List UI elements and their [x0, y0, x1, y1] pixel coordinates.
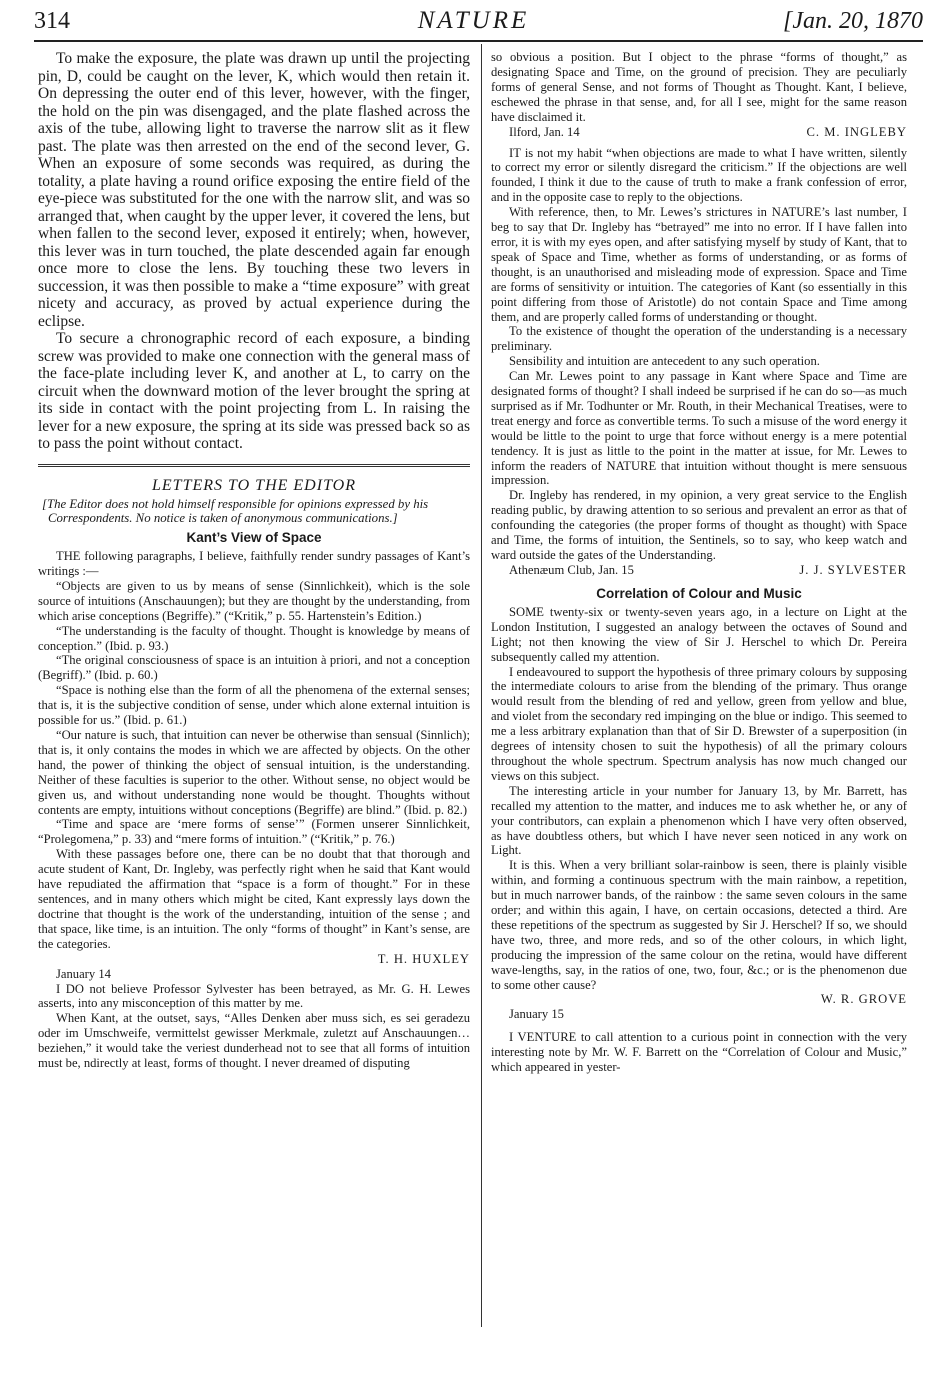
grove-paragraph: The interesting article in your number for January 13, by Mr. Barrett, has recalled my attention to the matter, and induces me to ask whether he, or any of your contributors, can explain a phenomenon which I have very often observed, as have doubtless others, but which I have never seen noticed in any work on Light. — [491, 783, 907, 858]
kant-quote: “The original consciousness of space is an intuition à priori, and not a conception (Begriff).” (Ibid. p. 60.) — [38, 653, 470, 683]
kant-quote: “Time and space are ‘mere forms of sense’” (Formen unserer Sinnlichkeit, “Prolegomena,” p. 33) and “mere forms of intuition.” (“Kritik,” p. 76.) — [38, 817, 470, 847]
letter-place: Athenæum Club, Jan. 15 — [509, 562, 634, 577]
left-column — [38, 50, 470, 1071]
ingleby-paragraph: When Kant, at the outset, says, “Alles Denken aber muss sich, es sei geradezu oder im Umschweife, vermittelst gewisser Merkmale, zuletzt auf Anschauungen…beziehen,” it would take the veriest dunderhead not to see that all forms of intuition must be, ndirectly at least, forms of thought. I never dreamed of disputing — [38, 1011, 470, 1071]
issue-date: [Jan. 20, 1870 — [783, 8, 923, 34]
ingleby-paragraph — [38, 982, 470, 1012]
paragraph-text: twenty-six or twenty-seven years ago, in a lecture on Light at the London Institution, I suggested an analogy between the octaves of Sound and Light; not then knowing the view of Sir J. Herschel to which Dr. Pereira subsequently called my attention. — [491, 604, 907, 664]
sylvester-paragraph: Sensibility and intuition are antecedent to any such operation. — [509, 354, 820, 369]
section-rule — [38, 464, 470, 467]
sylvester-paragraph: Dr. Ingleby has rendered, in my opinion, a very great service to the English reading public, by drawing attention to so serious and prevalent an error as that of confounding the categories (the proper forms of thought as thought) with Space and Time, the forms of intuition, the Sentinels, so to say, who keep watch and ward outside the gates of the Understanding. — [491, 488, 907, 562]
signature: W. R. GROVE — [820, 992, 907, 1007]
paragraph-text: is not my habit “when objections are made to what I have written, silently to correct my error or silently disregard the criticism.” If the objections are well founded, I think it due to the cause of truth to make a frank confession of error, and in the opposite case to reply to the objections. — [491, 145, 907, 205]
article-title: Kant’s View of Space — [186, 530, 322, 546]
page-number: 314 — [34, 8, 70, 34]
intro-text: following paragraphs, I believe, faithfully render sundry passages of Kant’s writings :— — [38, 549, 470, 578]
kant-quote: “Objects are given to us by means of sense (Sinnlichkeit), which is the sole source of intuitions (Anschauungen); but they are thought by the understanding, from which arise conceptions (Begriffe).” (“Kritik,” p. 55. Hartenstein’s Edition.) — [38, 578, 470, 623]
grove-paragraph: It is this. When a very brilliant solar-rainbow is seen, there is plainly visible within, and forming a continuous spectrum with the main rainbow, a repetition, but in much narrower bands, of the rainbow : the same seven colours in the same order; and within this again, I have, on certain occasions, detected a third. Are these repetitions of the spectrum as suggested by Sir J. Herschel? If so, we should have two, three, and more reds, and so of the other colours, in which light, producing the impression of the same colour on the retina, would have different wave-lengths, say, in the ratios of one, two, four, &c.; or is the phenomenon due to some other cause? — [491, 858, 907, 992]
lead-word: I VENTURE — [509, 1030, 577, 1045]
signature: J. J. SYLVESTER — [799, 562, 907, 577]
journal-title: NATURE — [417, 7, 530, 34]
article-title: Correlation of Colour and Music — [596, 585, 802, 601]
section-title: LETTERS TO THE EDITOR — [152, 476, 356, 494]
signature-line — [491, 563, 907, 578]
paragraph-text: not believe Professor Sylvester has been betrayed, as Mr. G. H. Lewes asserts, into any misconception of this matter by me. — [38, 981, 470, 1011]
editor-note: [The Editor does not hold himself responsible for opinions expressed by his Correspondents. No notice is taken of anonymous communications.] — [42, 496, 429, 526]
header-rule — [34, 40, 923, 42]
huxley-letter — [38, 549, 470, 1071]
lead-word: I DO — [56, 981, 84, 996]
grove-paragraph — [491, 605, 907, 665]
eclipse-article-end — [38, 50, 470, 453]
signature-line — [38, 952, 470, 967]
letter-date: January 15 — [509, 1007, 564, 1022]
letter-place: Ilford, Jan. 14 — [509, 124, 580, 139]
signature: T. H. HUXLEY — [377, 951, 470, 966]
lead-word: THE — [56, 549, 81, 564]
grove-paragraph: I endeavoured to support the hypothesis of three primary colours by supposing the intermediate colours to arise from the blending of the primary. Thus orange would result from the blending of red and yellow, green from yellow and blue, and violet from the secondary red impinging on the blue or indigo. This seemed to me a less arbitrary explanation than that of Sir D. Brewster of a superposition (in degrees of intensity chosen to suit the hypothesis) of all the primary colours throughout the whole spectrum. Spectrum analysis has now much changed our views on this subject. — [491, 664, 907, 783]
body-paragraph: To secure a chronographic record of each exposure, a binding screw was provided to make one connection with the general mass of the face-plate including lever K, and another at L, to carry on the circuit when the downward motion of the lever brought the spring at its side in contact with the point projecting from L. In raising the lever for a new exposure, the spring at its side was pressed back so as to pass the point without contact. — [38, 330, 470, 452]
next-letter-paragraph — [491, 1030, 907, 1075]
kant-quote: “Space is nothing else than the form of all the phenomena of the external senses; that is, it is the subjective condition of sense, under which alone external intuition is possible for us.” (Ibid. p. 61.) — [38, 683, 470, 728]
lead-word: IT — [509, 145, 521, 160]
sylvester-paragraph: With reference, then, to Mr. Lewes’s strictures in NATURE’s last number, I beg to say that Dr. Ingleby has “betrayed” me into no error. If I have fallen into error, it is with my eyes open, and after satisfying myself by study of Kant, that to speak of Space and Time, whether as forms of understanding, or as forms of thought, is an unauthorised and misleading mode of expression. Space and Time are forms of sensitivity or intuition. The categories of Kant (so essentially in this point differing from those of Aristotle) do not contain Space and Time among them, and are properly called forms of understanding or thought. — [491, 205, 907, 324]
right-column — [491, 50, 907, 1075]
paragraph-text: to call attention to a curious point in connection with the very interesting note by Mr. W. F. Barrett on the “Correlation of Colour and Music,” which appeared in yester- — [491, 1030, 907, 1075]
letter-intro — [38, 549, 470, 579]
signature-line — [491, 125, 907, 140]
sylvester-paragraph: Can Mr. Lewes point to any passage in Kant where Space and Time are designated forms of thought? I shall indeed be surprised if he can do so—as much surprised as if Mr. Todhunter or Mr. Routh, in their Mechanical Treatises, were to treat energy and force as convertible terms. To such a misuse of the word energy it would be little to the point to urge that force without energy is a mere potential tendency. It is just as little to the point in the matter at issue, for Mr. Lewes to inform the readers of NATURE that intuition without thought is mere sensuous impression. — [491, 369, 907, 488]
kant-quote: “Our nature is such, that intuition can never be otherwise than sensual (Sinnlich); that is, it only contains the modes in which we are affected by objects. On the other hand, the power of thinking the object of sensual intuition, is the understanding. Neither of these faculties is superior to the other. Without sense, no object would be given us, and without understanding none would be thought. Thoughts without contents are empty, intuitions without conceptions (Begriffe) are blind.” (Ibid. p. 82.) — [38, 727, 470, 817]
column-divider — [481, 44, 482, 1327]
letter-date: January 14 — [56, 966, 111, 981]
sylvester-paragraph: To the existence of thought the operation of the understanding is a necessary preliminary. — [491, 324, 907, 354]
body-paragraph: To make the exposure, the plate was drawn up until the projecting pin, D, could be caught on the lever, K, which would then retain it. On depressing the outer end of this lever, however, with the finger, the hold on the pin was disengaged, and the plate flashed across the axis of the tube, allowing light to traverse the narrow slit as it flew past. The plate was then arrested on the end of the second lever, G. When an exposure of some seconds was required, as during the totality, a plate having a round orifice exposing the entire field of the eye-piece was substituted for the one with the narrow slit, and was so arranged that, when caught by the upper lever, it covered the lens, but when fallen to the second lever, exposed it entirely; when, however, this lever was in turn touched, the plate descended again far enough once more to close the lens. By touching these two levers in succession, it was then possible to make a “time exposure” with great nicety and accuracy, as proved by actual experience during the eclipse. — [38, 50, 470, 330]
signature-line — [491, 992, 907, 1007]
signature: C. M. INGLEBY — [806, 124, 907, 139]
lead-word: SOME — [509, 604, 544, 619]
kant-quote: “The understanding is the faculty of thought. Thought is knowledge by means of conception.” (Ibid. p. 93.) — [38, 623, 470, 653]
letter-conclusion: With these passages before one, there can be no doubt that that thorough and acute student of Kant, Dr. Ingleby, was perfectly right when he said that Kant would have repudiated the affirmation that “space is a form of thought.” For in these sentences, and in many others which might be cited, Kant expressly lays down the doctrine that thought is the work of the understanding, intuition of the sense ; and that space, like time, is an intuition. The only “forms of thought” in Kant’s sense, are the categories. — [38, 847, 470, 951]
sylvester-paragraph — [491, 146, 907, 206]
ingleby-continued: so obvious a position. But I object to the phrase “forms of thought,” as designating Space and Time, on the ground of precision. They are peculiarly forms of general Sense, and not forms of Thought as Thought. Kant, I believe, eschewed the phrase in that sense, and, for all I see, might for the same reason have disclaimed it. — [491, 50, 907, 124]
